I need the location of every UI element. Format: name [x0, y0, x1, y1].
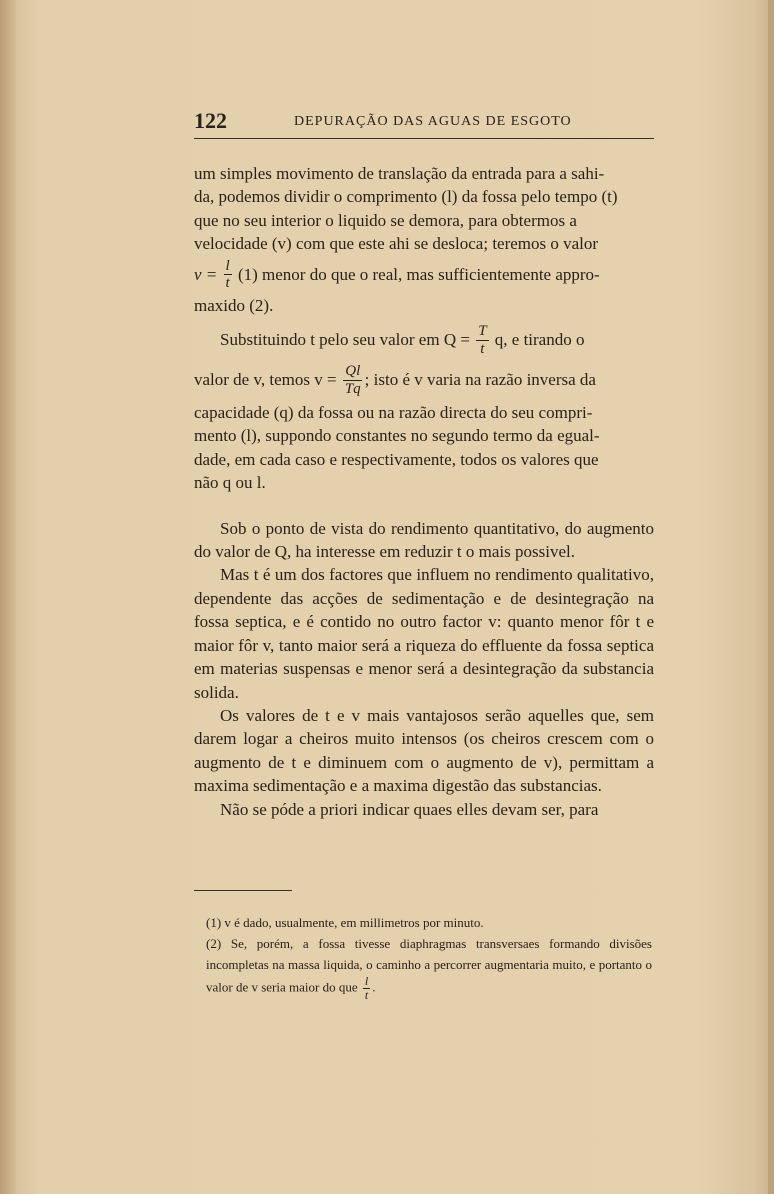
formula-rest: (1) menor do que o real, mas sufficientemente appro-: [233, 264, 600, 284]
header-rule: [194, 138, 654, 139]
formula-text: q, e tirando o: [490, 330, 585, 350]
page-edge-left: [0, 0, 16, 1194]
line: da, podemos dividir o comprimento (l) da fossa pelo tempo (t): [194, 187, 618, 207]
body-text: [194, 162, 654, 821]
line: dade, em cada caso e respectivamente, todos os valores que: [194, 449, 599, 469]
line: mento (l), suppondo constantes no segundo termo da egual-: [194, 426, 600, 446]
formula-text: ; isto é v varia na razão inversa da: [364, 370, 596, 390]
fraction-Ql-over-Tq: [343, 363, 363, 397]
page-edge-right: [768, 0, 774, 1194]
formula-line: [194, 256, 654, 294]
fraction-denominator: t: [364, 988, 369, 1003]
footnote-1: (1) v é dado, usualmente, em millimetros por minuto.: [206, 915, 484, 930]
paragraph: Não se póde a priori indicar quaes elles devam ser, para: [220, 799, 599, 819]
fraction-numerator: l: [364, 974, 369, 988]
line: não q ou l.: [194, 473, 266, 493]
fraction-l-over-t: [224, 258, 232, 292]
footnote-rule: [194, 890, 292, 891]
paragraph: Os valores de t e v mais vantajosos serão aquelles que, sem darem logar a cheiros muito intensos (os cheiros crescem com o augmento de t e diminuem com o augmento de v), permittam a maxima sedimentação e a maxima digestão das substancias.: [194, 705, 654, 796]
fraction-numerator: l: [225, 257, 230, 274]
line: maxido (2).: [194, 295, 274, 315]
footnotes: [206, 912, 652, 1002]
page-number: 122: [194, 108, 227, 133]
line: que no seu interior o liquido se demora, para obtermos a: [194, 210, 577, 230]
paragraph: Sob o ponto de vista do rendimento quantitativo, do augmento do valor de Q, ha interesse em reduzir t o mais possivel.: [194, 518, 654, 562]
fraction-l-over-t: [363, 975, 370, 1002]
page-header: [194, 108, 654, 134]
line: capacidade (q) da fossa ou na razão directa do seu compri-: [194, 403, 593, 423]
line: um simples movimento de translação da entrada para a sahi-: [194, 164, 605, 183]
paragraph-gap: [194, 495, 654, 517]
formula-text: Substituindo t pelo seu valor em Q =: [220, 330, 475, 350]
formula-lhs: v =: [194, 264, 222, 284]
fraction-denominator: t: [480, 340, 485, 357]
fraction-denominator: t: [225, 275, 230, 292]
line: velocidade (v) com que este ahi se desloca; teremos o valor: [194, 234, 599, 254]
paragraph: Mas t é um dos factores que influem no rendimento qualitativo, dependente das acções de sedimentação e de desintegração na fossa septica, e é contido no outro factor v: quanto menor fôr t e maior fôr v, tanto maior será a riqueza do effluente da fossa septica em materias suspensas e menor será a desintegração da substancia solida.: [194, 565, 654, 702]
formula-line: [194, 359, 654, 401]
fraction-numerator: Ql: [345, 363, 361, 380]
formula-line: [194, 321, 654, 359]
running-head: DEPURAÇÃO DAS AGUAS DE ESGOTO: [294, 114, 572, 129]
fraction-numerator: T: [478, 323, 487, 340]
formula-text: valor de v, temos v =: [194, 370, 341, 390]
footnote-2-text: (2) Se, porém, a fossa tivesse diaphragmas transversaes formando divisões incompletas na massa liquida, o caminho a percorrer augmentaria muito, e portanto o valor de v seria maior do que: [206, 936, 652, 995]
footnote-2-end: .: [372, 979, 376, 995]
fraction-denominator: Tq: [344, 380, 361, 397]
footnote-2: [206, 933, 652, 1002]
fraction-T-over-t: [476, 323, 488, 357]
